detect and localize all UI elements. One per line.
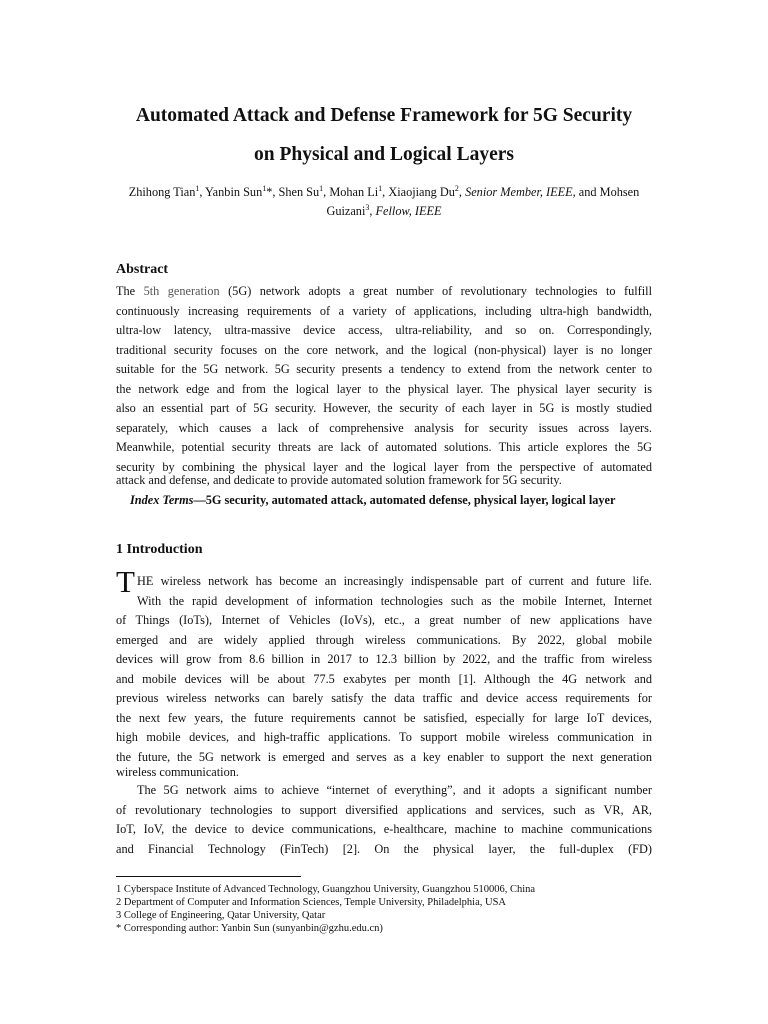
intro-line: wireless communication.	[116, 765, 239, 779]
paragraph-line: of revolutionary technologies to support diversified applications and services, such as VR, AR,	[116, 802, 652, 817]
footnote: * Corresponding author: Yanbin Sun (sunyanbin@gzhu.edu.cn)	[116, 923, 383, 934]
abstract-line: separately, which causes a lack of comprehensive analysis for security issues across layers.	[116, 420, 652, 435]
intro-line: high mobile devices, and high-traffic applications. To support mobile wireless communication in	[116, 730, 652, 744]
intro-line: the future, the 5G network is emerged and serves as a key enabler to support the next generation	[116, 749, 652, 764]
abstract-text: (5G) network adopts a great number of revolutionary technologies to fulfill	[219, 284, 652, 298]
author-list: Zhihong Tian$^1$, Yanbin Sun$^1$*, Shen Su$^1$, Mohan Li$^1$, Xiaojiang Du$^2$, Senior Member, IEEE, and Mohsen Guizani$^3$, Fellow, IEEE	[128, 183, 640, 218]
intro-line: previous wireless networks can barely satisfy the data traffic and device access requirements for	[116, 691, 652, 705]
author-title: Fellow, IEEE	[375, 204, 442, 218]
affiliation-mark: 1	[378, 183, 383, 193]
author-name: , and Mohsen	[572, 185, 640, 199]
abstract-line: Meanwhile, potential security threats are lack of automated solutions. This article explores the 5G	[116, 440, 652, 454]
section-heading-introduction: 1 Introduction	[116, 542, 203, 557]
abstract-line: also an essential part of 5G security. However, the security of each layer in 5G is mostly studied	[116, 401, 652, 415]
abstract-line: attack and defense, and dedicate to provide automated solution framework for 5G security.	[116, 473, 562, 487]
abstract-line: ultra-low latency, ultra-massive device access, ultra-reliability, and so on. Correspondingly,	[116, 323, 652, 337]
author-title: Senior Member, IEEE	[465, 185, 573, 199]
abstract-text: The	[116, 284, 144, 298]
drop-cap: T	[116, 564, 135, 599]
author-name: , Xiaojiang Du	[382, 185, 455, 199]
author-name: Zhihong Tian	[128, 185, 196, 199]
index-terms-list: —5G security, automated attack, automated defense, physical layer, logical layer	[193, 493, 616, 507]
affiliation-mark: 1	[262, 183, 267, 193]
author-name: Guizani	[326, 204, 366, 218]
paragraph-line: and Financial Technology (FinTech) [2]. On the physical layer, the full-duplex (FD)	[116, 841, 652, 856]
intro-line: of Things (IoTs), Internet of Vehicles (IoVs), etc., a great number of new applications have	[116, 613, 652, 627]
abstract-line	[116, 283, 652, 299]
affiliation-mark: 1	[195, 183, 200, 193]
index-terms	[130, 492, 615, 508]
abstract-line: the network edge and from the logical layer to the physical layer. The physical layer security is	[116, 381, 652, 396]
abstract-line: security by combining the physical layer and the logical layer from the perspective of automated	[116, 459, 652, 474]
intro-line: devices will grow from 8.6 billion in 2017 to 12.3 billion by 2022, and the traffic from wireless	[116, 652, 652, 666]
paragraph-line: The 5G network aims to achieve “internet of everything”, and it adopts a significant number	[137, 783, 652, 797]
affiliation-mark: 2	[454, 183, 459, 193]
intro-line: the next few years, the future requirements cannot be satisfied, especially for large IoT devices,	[116, 710, 652, 725]
intro-line: and mobile devices will be about 77.5 exabytes per month [1]. Although the 4G network and	[116, 671, 652, 686]
abstract-highlight: 5th generation	[143, 284, 220, 298]
intro-line: emerged and are widely applied through wireless communications. By 2022, global mobile	[116, 632, 652, 647]
abstract-line: traditional security focuses on the core network, and the logical (non-physical) layer is no longer	[116, 342, 652, 357]
abstract-line: continuously increasing requirements of a variety of applications, including ultra-high bandwidth,	[116, 303, 652, 318]
paper-title-line-1: Automated Attack and Defense Framework for 5G Security	[135, 105, 633, 126]
footnote: 1 Cyberspace Institute of Advanced Technology, Guangzhou University, Guangzhou 510006, China	[116, 884, 536, 895]
footnote: 3 College of Engineering, Qatar University, Qatar	[116, 910, 326, 921]
paragraph-line: IoT, IoV, the device to device communications, e-healthcare, machine to machine communications	[116, 822, 652, 836]
footnote-divider	[116, 876, 301, 877]
abstract-line: suitable for the 5G network. 5G security presents a tendency to extend from the network center to	[116, 362, 652, 376]
footnote: 2 Department of Computer and Information Sciences, Temple University, Philadelphia, USA	[116, 897, 507, 908]
author-name: *, Shen Su	[266, 185, 320, 199]
author-name: , Mohan Li	[323, 185, 379, 199]
affiliation-mark: 3	[365, 202, 370, 212]
paper-title-line-2: on Physical and Logical Layers	[253, 144, 515, 165]
intro-line: With the rapid development of information technologies such as the mobile Internet, Internet	[137, 593, 652, 608]
abstract-heading: Abstract	[116, 262, 169, 277]
affiliation-mark: 1	[319, 183, 324, 193]
index-terms-label: Index Terms	[130, 493, 194, 507]
intro-line: HE wireless network has become an increasingly indispensable part of current and future life.	[137, 574, 652, 588]
author-name: , Yanbin Sun	[199, 185, 263, 199]
